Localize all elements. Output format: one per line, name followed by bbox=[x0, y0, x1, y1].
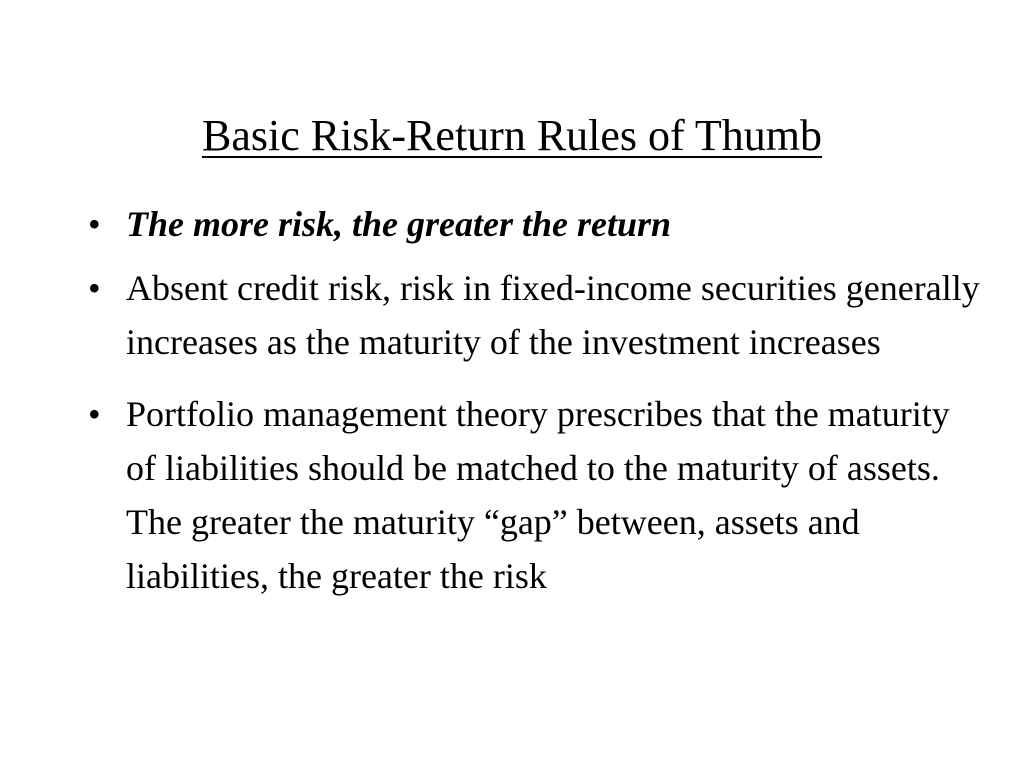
bullet-text: The more risk, the greater the return bbox=[126, 204, 672, 244]
slide-title: Basic Risk-Return Rules of Thumb bbox=[201, 111, 823, 160]
bullet-item-2 bbox=[86, 261, 986, 369]
bullet-text: Absent credit risk, risk in fixed-income securities generally increases as the maturity of the investment increases bbox=[126, 268, 980, 362]
bullet-marker: • bbox=[88, 204, 101, 244]
bullet-text: Portfolio management theory prescribes that the maturity of liabilities should be matched to the maturity of assets. The greater the maturity “gap” between, assets and liabilities, the greater the risk bbox=[126, 394, 950, 596]
bullet-marker: • bbox=[88, 268, 101, 308]
bullet-list bbox=[86, 197, 986, 621]
bullet-item-1 bbox=[86, 197, 986, 251]
bullet-marker: • bbox=[88, 394, 101, 434]
bullet-item-3 bbox=[86, 387, 986, 603]
